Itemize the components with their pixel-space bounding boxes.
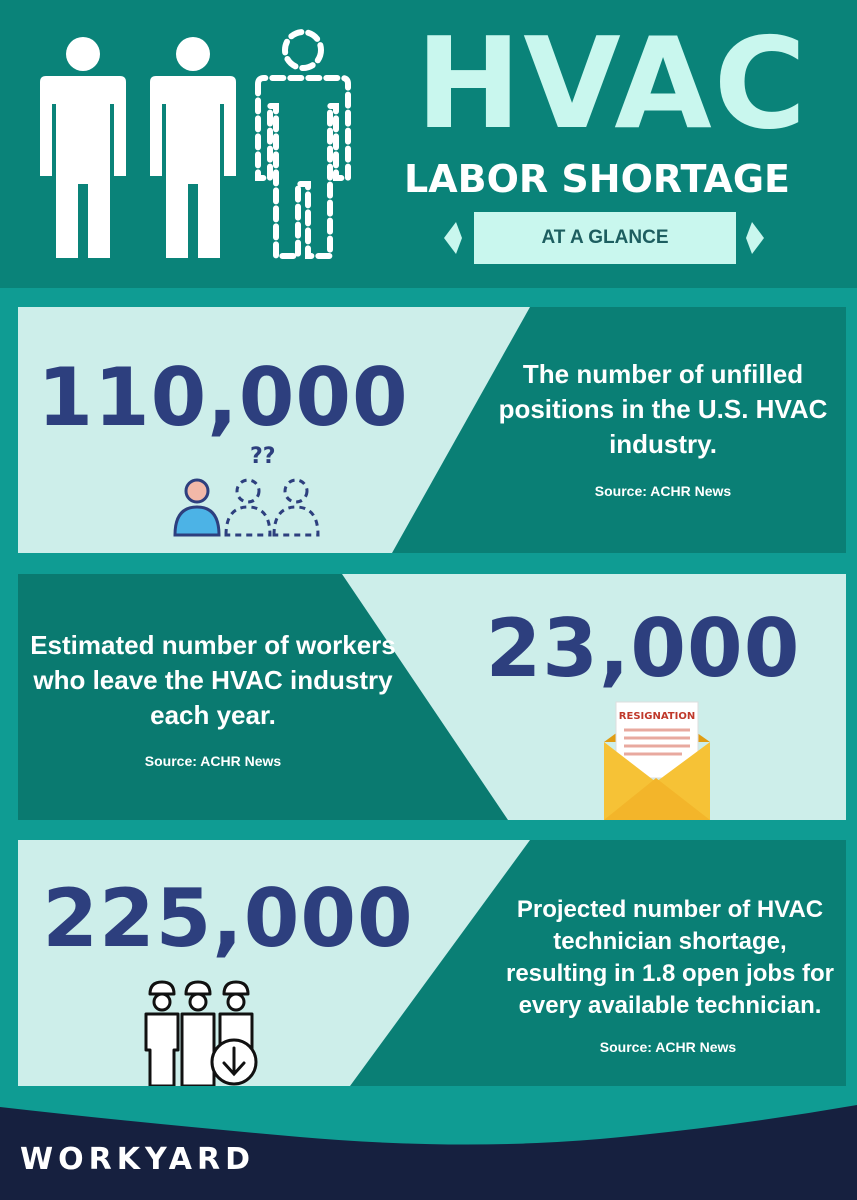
page-title: HVAC xyxy=(415,10,809,157)
stat-value: 110,000 xyxy=(37,351,409,444)
stat-panel-unfilled xyxy=(18,307,846,553)
question-marks: ?? xyxy=(250,444,276,469)
stat-description: The number of unfilled positions in the U.S. HVAC industry. xyxy=(498,359,828,459)
page-subtitle: LABOR SHORTAGE xyxy=(404,157,790,201)
brand-logo: WORKYARD xyxy=(20,1142,256,1177)
stat-panel-projected xyxy=(18,840,846,1086)
stat-value: 225,000 xyxy=(42,872,414,965)
stat-source: Source: ACHR News xyxy=(594,483,732,499)
people-icon xyxy=(0,0,380,288)
stat-description: Estimated number of workers who leave the HVAC industry each year. xyxy=(30,630,396,730)
header xyxy=(0,0,857,288)
ribbon-label: AT A GLANCE xyxy=(541,227,669,248)
stat-description: Projected number of HVAC technician shortage, resulting in 1.8 open jobs for every available technician. xyxy=(505,896,835,1019)
stat-panel-leaving xyxy=(18,574,846,820)
resignation-envelope-icon xyxy=(598,696,718,820)
stat-source: Source: ACHR News xyxy=(599,1039,737,1055)
stat-value: 23,000 xyxy=(485,602,801,695)
missing-workers-icon xyxy=(166,441,336,541)
resignation-label: RESIGNATION xyxy=(618,711,696,722)
technicians-decline-icon xyxy=(144,976,262,1086)
stat-source: Source: ACHR News xyxy=(144,753,282,769)
